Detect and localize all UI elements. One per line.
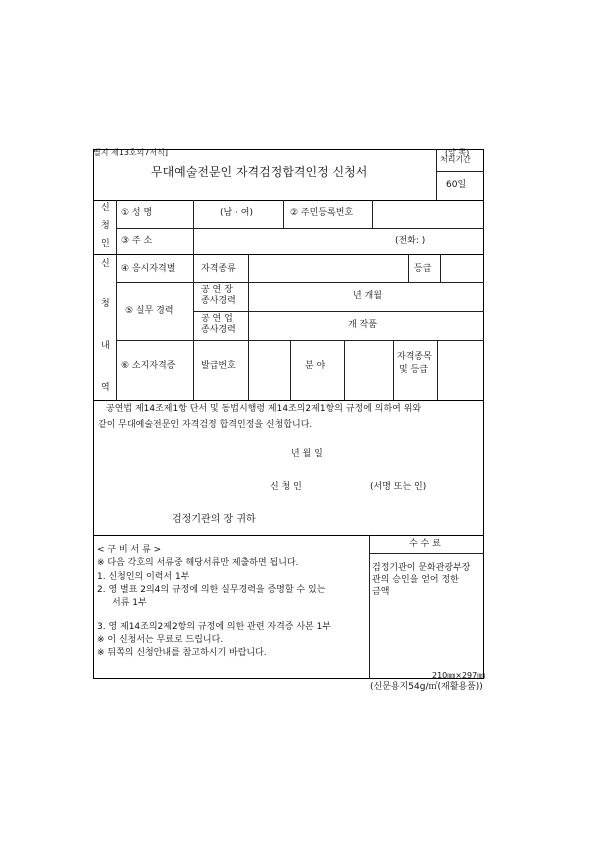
divider — [193, 311, 484, 312]
qualification-type-field[interactable] — [252, 258, 402, 278]
processing-period-label: 처리기간 — [440, 155, 471, 164]
certificate-type-label: 자격종목 — [397, 352, 432, 362]
divider — [344, 340, 345, 400]
certificate-type-field[interactable] — [441, 357, 480, 377]
qualification-label: ④ 응시자격별 — [121, 264, 176, 274]
date-line[interactable]: 년 월 일 — [291, 449, 323, 459]
certificate-type-label: 및 등급 — [399, 365, 428, 375]
section-char: 인 — [101, 239, 110, 249]
divider — [290, 340, 291, 400]
divider — [437, 340, 438, 400]
issue-number-label: 발급번호 — [201, 361, 236, 371]
fee-heading: 수 수 료 — [409, 539, 441, 549]
gender-option[interactable]: (남 · 여) — [220, 208, 253, 218]
section-char: 신 — [101, 203, 110, 213]
address-field[interactable] — [198, 231, 383, 251]
documents-note: ※ 다음 각호의 서류중 해당서류만 제출하면 됩니다. — [97, 558, 299, 568]
applicant-line: 신 청 인 — [270, 482, 302, 492]
name-label: ① 성 명 — [121, 208, 153, 218]
section-char: 역 — [101, 383, 110, 393]
fee-text: 검정기관이 문화관광부장 — [372, 563, 471, 573]
paper-spec: (신문용지54g/㎡(재활용품)) — [370, 682, 483, 692]
divider — [408, 254, 409, 282]
divider — [248, 340, 249, 400]
section-char: 청 — [101, 221, 110, 231]
qualification-type-label: 자격종류 — [201, 264, 236, 274]
divider — [93, 254, 484, 255]
stage-experience-label: 종사경력 — [201, 296, 236, 306]
company-experience-value[interactable]: 개 작품 — [348, 320, 377, 330]
divider — [193, 254, 194, 400]
section-char: 청 — [101, 299, 110, 309]
divider — [436, 149, 437, 200]
divider — [116, 200, 117, 400]
divider — [93, 200, 484, 201]
divider — [440, 254, 441, 282]
divider — [283, 200, 284, 228]
divider — [369, 535, 370, 679]
divider — [193, 200, 194, 228]
divider — [93, 535, 484, 536]
certificate-label: ⑥ 소지자격증 — [121, 361, 176, 371]
divider — [116, 340, 484, 341]
form-number: 별지 제13호의7서식] — [93, 148, 169, 157]
form-title: 무대예술전문인 자격검정합격인정 신청서 — [151, 165, 368, 179]
documents-item: 3. 영 제14조의2제2항의 규정에 의한 관련 자격증 사본 1부 — [97, 622, 331, 632]
company-experience-label: 공 연 업 — [201, 314, 233, 324]
phone-label: (전화: ) — [395, 236, 426, 246]
issue-number-field[interactable] — [252, 357, 286, 377]
documents-item: 2. 영 별표 2의4의 규정에 의한 실무경력을 증명할 수 있는 — [97, 585, 326, 595]
experience-label: ⑤ 실무 경력 — [125, 306, 174, 316]
divider — [436, 171, 484, 172]
stage-experience-value[interactable]: 년 개월 — [353, 291, 382, 301]
processing-days: 60일 — [446, 180, 467, 190]
documents-item: 서류 1부 — [112, 598, 147, 608]
section-char: 내 — [101, 341, 110, 351]
rrn-label: ② 주민등록번호 — [290, 208, 354, 218]
divider — [369, 553, 484, 554]
signature-line[interactable]: (서명 또는 인) — [370, 482, 427, 492]
paper-size: 210㎜×297㎜ — [432, 671, 486, 680]
documents-heading: < 구 비 서 류 > — [97, 545, 162, 555]
grade-field[interactable] — [444, 258, 480, 278]
divider — [393, 340, 394, 400]
divider — [248, 254, 249, 282]
section-char: 신 — [101, 259, 110, 269]
divider — [116, 228, 484, 229]
free-note: ※ 이 신청서는 무료로 드립니다. — [97, 635, 224, 645]
recipient-line: 검정기관의 장 귀하 — [172, 514, 256, 525]
field-input[interactable] — [348, 357, 388, 377]
divider — [372, 200, 373, 228]
grade-label: 등급 — [414, 264, 432, 274]
stage-experience-label: 공 연 장 — [201, 285, 233, 295]
statement-text: 공연법 제14조제1항 단서 및 동법시행령 제14조의2제1항의 규정에 의하여 위와 — [106, 404, 422, 414]
documents-item: 1. 신청인의 이력서 1부 — [97, 572, 190, 582]
page-side-label: (앞 쪽) — [445, 148, 470, 157]
address-label: ③ 주 소 — [121, 236, 153, 246]
fee-text: 관의 승인을 얻어 정한 — [372, 575, 459, 585]
rrn-field[interactable] — [376, 204, 480, 224]
company-experience-label: 종사경력 — [201, 325, 236, 335]
divider — [193, 228, 194, 254]
divider — [93, 400, 484, 401]
statement-text: 같이 무대예술전문인 자격검정 합격인정을 신청합니다. — [98, 420, 313, 430]
field-label: 분 야 — [305, 361, 326, 371]
fee-text: 금액 — [372, 587, 390, 597]
back-note: ※ 뒤쪽의 신청안내를 참고하시기 바랍니다. — [97, 648, 267, 658]
divider — [116, 282, 484, 283]
